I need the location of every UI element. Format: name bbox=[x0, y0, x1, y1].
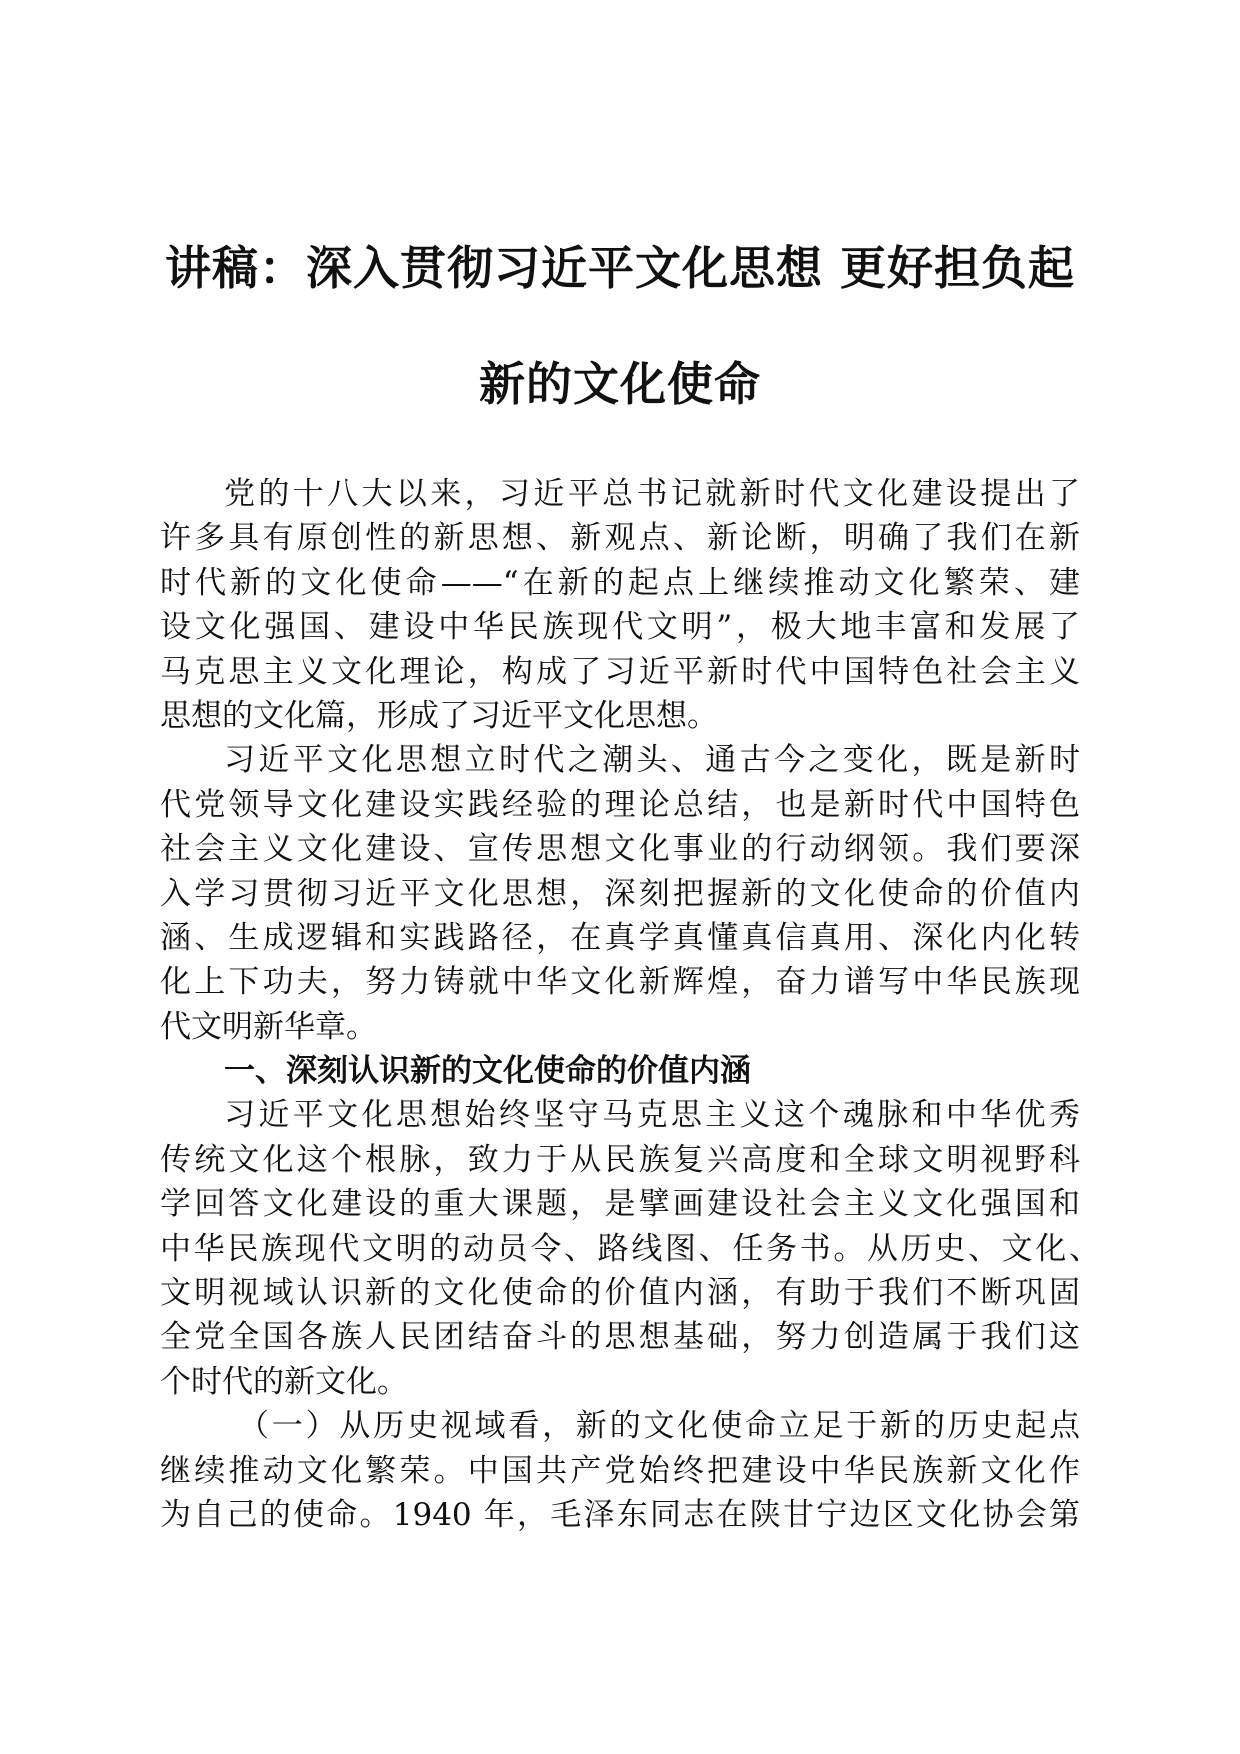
section-heading: 一、深刻认识新的文化使命的价值内涵 bbox=[224, 1053, 751, 1090]
text-line: 中华民族现代文明的动员令、路线图、任务书。从历史、文化、 bbox=[160, 1230, 1100, 1267]
paragraph-3 bbox=[160, 1093, 1100, 1404]
text-line: 继续推动文化繁荣。中国共产党始终把建设中华民族新文化作 bbox=[160, 1452, 1080, 1489]
text-line: 文明视域认识新的文化使命的价值内涵，有助于我们不断巩固 bbox=[160, 1275, 1080, 1312]
text-line: 涵、生成逻辑和实践路径，在真学真懂真信真用、深化内化转 bbox=[160, 919, 1080, 956]
text-line: 入学习贯彻习近平文化思想，深刻把握新的文化使命的价值内 bbox=[160, 875, 1080, 912]
text-line: 习近平文化思想立时代之潮头、通古今之变化，既是新时 bbox=[224, 742, 1080, 779]
text-line: 化上下功夫，努力铸就中华文化新辉煌，奋力谱写中华民族现 bbox=[160, 964, 1080, 1001]
text-line: 全党全国各族人民团结奋斗的思想基础，努力创造属于我们这 bbox=[160, 1319, 1080, 1356]
text-line: 时代新的文化使命——“在新的起点上继续推动文化繁荣、建 bbox=[160, 564, 1080, 601]
text-line: 思想的文化篇，形成了习近平文化思想。 bbox=[160, 697, 718, 734]
text-line: 为自己的使命。1940 年，毛泽东同志在陕甘宁边区文化协会第 bbox=[160, 1496, 1080, 1533]
text-line: 习近平文化思想始终坚守马克思主义这个魂脉和中华优秀 bbox=[224, 1097, 1080, 1134]
paragraph-2 bbox=[160, 738, 1080, 1049]
text-line: 马克思主义文化理论，构成了习近平新时代中国特色社会主义 bbox=[160, 653, 1080, 690]
document-body bbox=[160, 472, 1100, 1537]
text-line: 设文化强国、建设中华民族现代文明”，极大地丰富和发展了 bbox=[160, 609, 1080, 646]
document-title-line-2: 新的文化使命 bbox=[479, 357, 761, 411]
text-line: 代党领导文化建设实践经验的理论总结，也是新时代中国特色 bbox=[160, 786, 1080, 823]
text-line: （一）从历史视域看，新的文化使命立足于新的历史起点 bbox=[238, 1408, 1080, 1445]
text-line: 传统文化这个根脉，致力于从民族复兴高度和全球文明视野科 bbox=[160, 1141, 1080, 1178]
document-title-line-1: 讲稿：深入贯彻习近平文化思想 更好担负起 bbox=[164, 241, 1075, 295]
text-line: 代文明新华章。 bbox=[160, 1008, 377, 1045]
paragraph-4 bbox=[160, 1404, 1080, 1537]
paragraph-1 bbox=[160, 472, 1080, 738]
text-line: 党的十八大以来，习近平总书记就新时代文化建设提出了 bbox=[224, 476, 1080, 512]
text-line: 学回答文化建设的重大课题，是擘画建设社会主义文化强国和 bbox=[160, 1186, 1080, 1223]
text-line: 社会主义文化建设、宣传思想文化事业的行动纲领。我们要深 bbox=[160, 831, 1080, 868]
text-line: 个时代的新文化。 bbox=[160, 1363, 408, 1400]
text-line: 许多具有原创性的新思想、新观点、新论断，明确了我们在新 bbox=[160, 520, 1080, 557]
